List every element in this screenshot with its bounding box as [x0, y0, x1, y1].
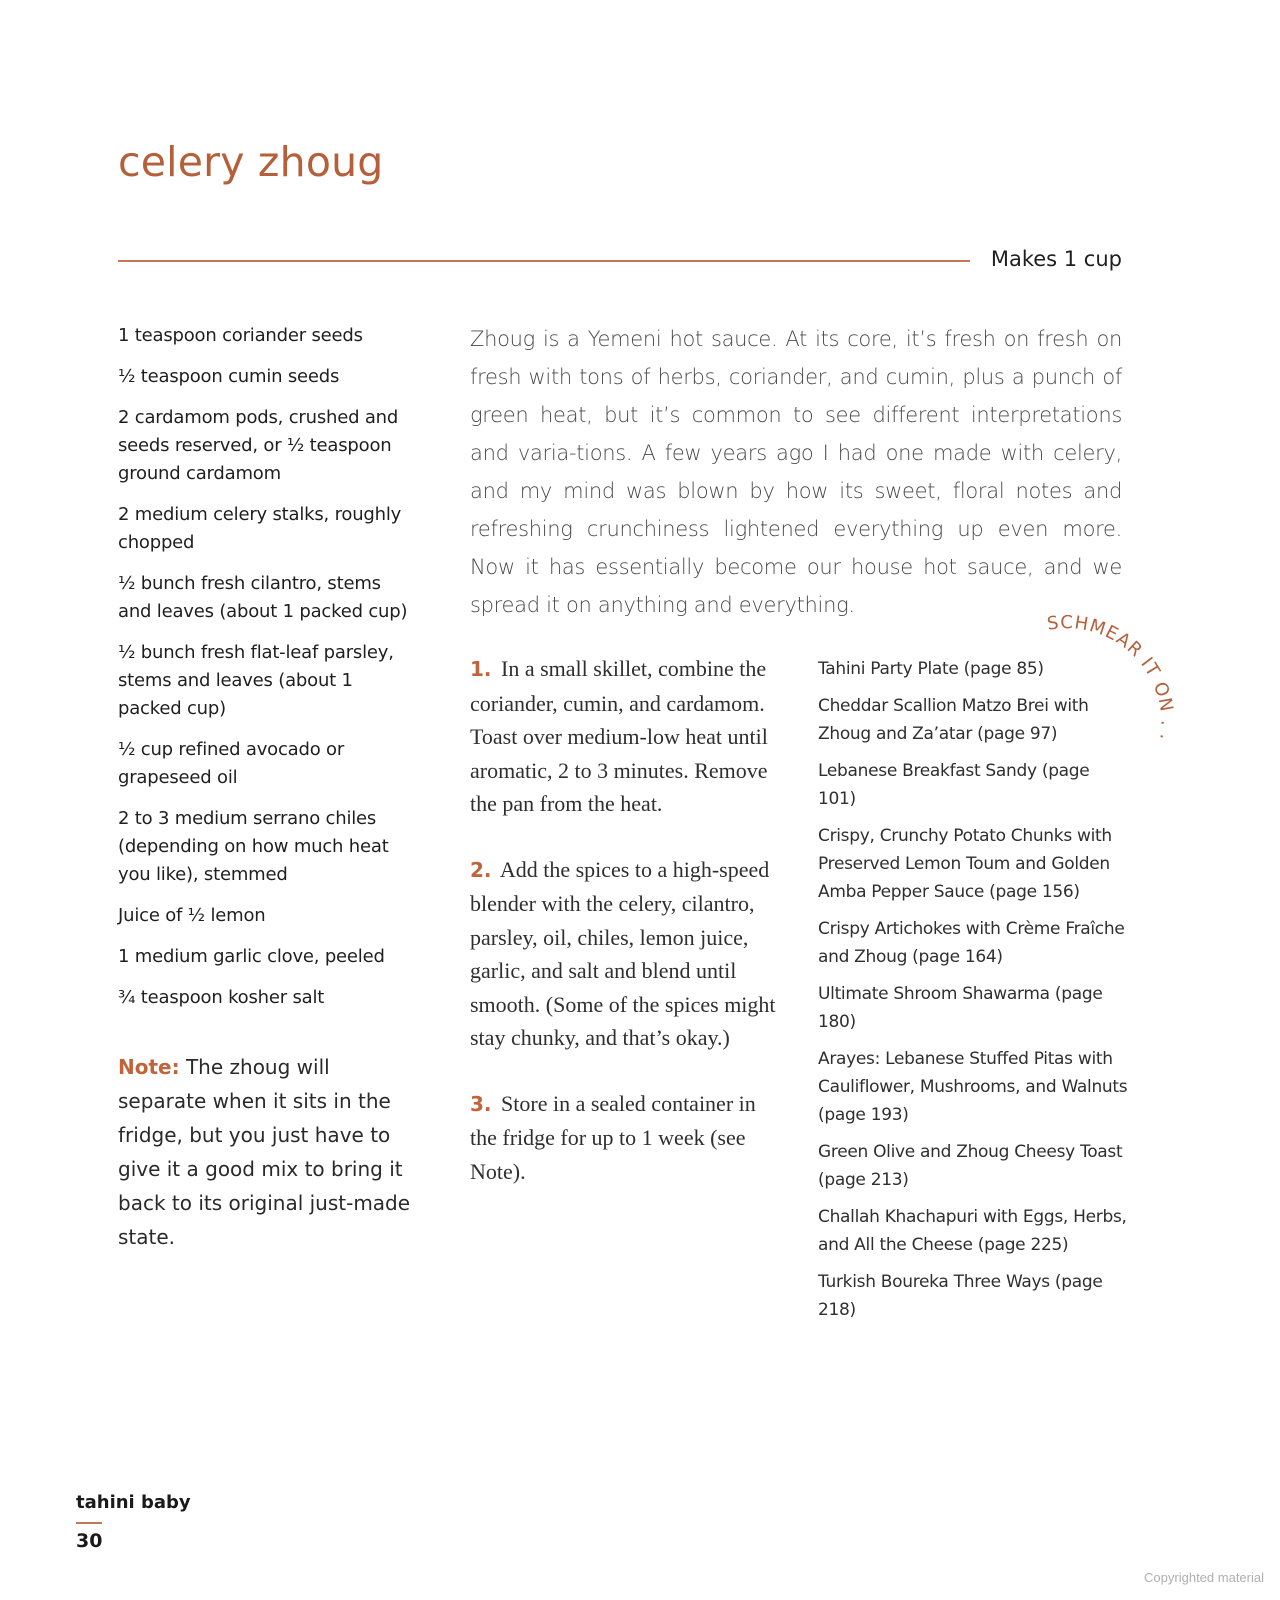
step-text: Add the spices to a high-speed blender with the celery, cilantro, parsley, oil, chiles, lemon juice, garlic, and salt and blend until smooth. (Some of the spices might stay chunky, and that’s okay.): [470, 856, 776, 1050]
ingredient-item: ¾ teaspoon kosher salt: [118, 987, 325, 1008]
ingredient-item: ½ cup refined avocado or grapeseed oil: [118, 739, 345, 788]
recipe-yield: Makes 1 cup: [990, 247, 1122, 271]
step-text: Store in a sealed container in the fridge for up to 1 week (see Note).: [470, 1090, 756, 1184]
step-text: In a small skillet, combine the coriander, cumin, and cardamom. Toast over medium-low heat until aromatic, 2 to 3 minutes. Remove the pan from the heat.: [470, 656, 768, 816]
recipe-note: [118, 1050, 418, 1254]
book-title: tahini baby: [76, 1492, 191, 1513]
schmear-item: Turkish Boureka Three Ways (page 218): [818, 1272, 1103, 1320]
footer-divider: [76, 1522, 102, 1524]
note-text: The zhoug will separate when it sits in the fridge, but you just have to give it a good mix to bring it back to its original just-made state.: [118, 1055, 411, 1249]
step-number: 3.: [470, 1091, 492, 1116]
ingredient-item: 2 cardamom pods, crushed and seeds reserved, or ½ teaspoon ground cardamom: [118, 407, 399, 484]
method-step: [470, 853, 780, 1055]
ingredient-item: 1 teaspoon coriander seeds: [118, 325, 363, 346]
copyright-notice: Copyrighted material: [1144, 1570, 1264, 1585]
schmear-item: Ultimate Shroom Shawarma (page 180): [818, 984, 1103, 1032]
recipe-title: celery zhoug: [118, 138, 384, 186]
ingredients-list: [118, 322, 418, 1025]
method-steps: [470, 652, 780, 1220]
note-label: Note:: [118, 1055, 180, 1079]
schmear-item: Arayes: Lebanese Stuffed Pitas with Cauliflower, Mushrooms, and Walnuts (page 193): [818, 1049, 1128, 1125]
method-step: [470, 1087, 780, 1189]
schmear-item: Tahini Party Plate (page 85): [818, 659, 1044, 679]
schmear-item: Lebanese Breakfast Sandy (page 101): [818, 761, 1090, 809]
schmear-item: Crispy, Crunchy Potato Chunks with Preserved Lemon Toum and Golden Amba Pepper Sauce (page 156): [818, 826, 1112, 902]
ingredient-item: ½ bunch fresh cilantro, stems and leaves (about 1 packed cup): [118, 573, 408, 622]
ingredient-item: 2 to 3 medium serrano chiles (depending on how much heat you like), stemmed: [118, 808, 389, 885]
title-divider: [118, 260, 970, 262]
ingredient-item: ½ teaspoon cumin seeds: [118, 366, 340, 387]
step-number: 1.: [470, 657, 492, 681]
page-number: 30: [76, 1530, 103, 1552]
ingredient-item: Juice of ½ lemon: [118, 905, 266, 926]
schmear-list: [818, 655, 1128, 1333]
ingredient-item: 2 medium celery stalks, roughly chopped: [118, 504, 402, 553]
step-number: 2.: [470, 857, 492, 882]
schmear-item: Crispy Artichokes with Crème Fraîche and Zhoug (page 164): [818, 919, 1125, 967]
schmear-heading-path: SCHMEAR IT ON . . .: [1026, 574, 1178, 743]
schmear-item: Green Olive and Zhoug Cheesy Toast (page 213): [818, 1142, 1123, 1190]
ingredient-item: 1 medium garlic clove, peeled: [118, 946, 385, 967]
ingredient-item: ½ bunch fresh flat-leaf parsley, stems and leaves (about 1 packed cup): [118, 642, 394, 719]
schmear-item: Challah Khachapuri with Eggs, Herbs, and All the Cheese (page 225): [818, 1207, 1127, 1255]
method-step: [470, 652, 780, 821]
recipe-intro: Zhoug is a Yemeni hot sauce. At its core, it’s fresh on fresh on fresh with tons of herbs, coriander, and cumin, plus a punch of green heat, but it’s common to see different interpretations and varia-tions. A few years ago I had one made with celery, and my mind was blown by how its sweet, floral notes and refreshing crunchiness lightened everything up even more. Now it has essentially become our house hot sauce, and we spread it on anything and everything.: [470, 327, 1122, 617]
schmear-item: Cheddar Scallion Matzo Brei with Zhoug and Za’atar (page 97): [818, 696, 1089, 744]
